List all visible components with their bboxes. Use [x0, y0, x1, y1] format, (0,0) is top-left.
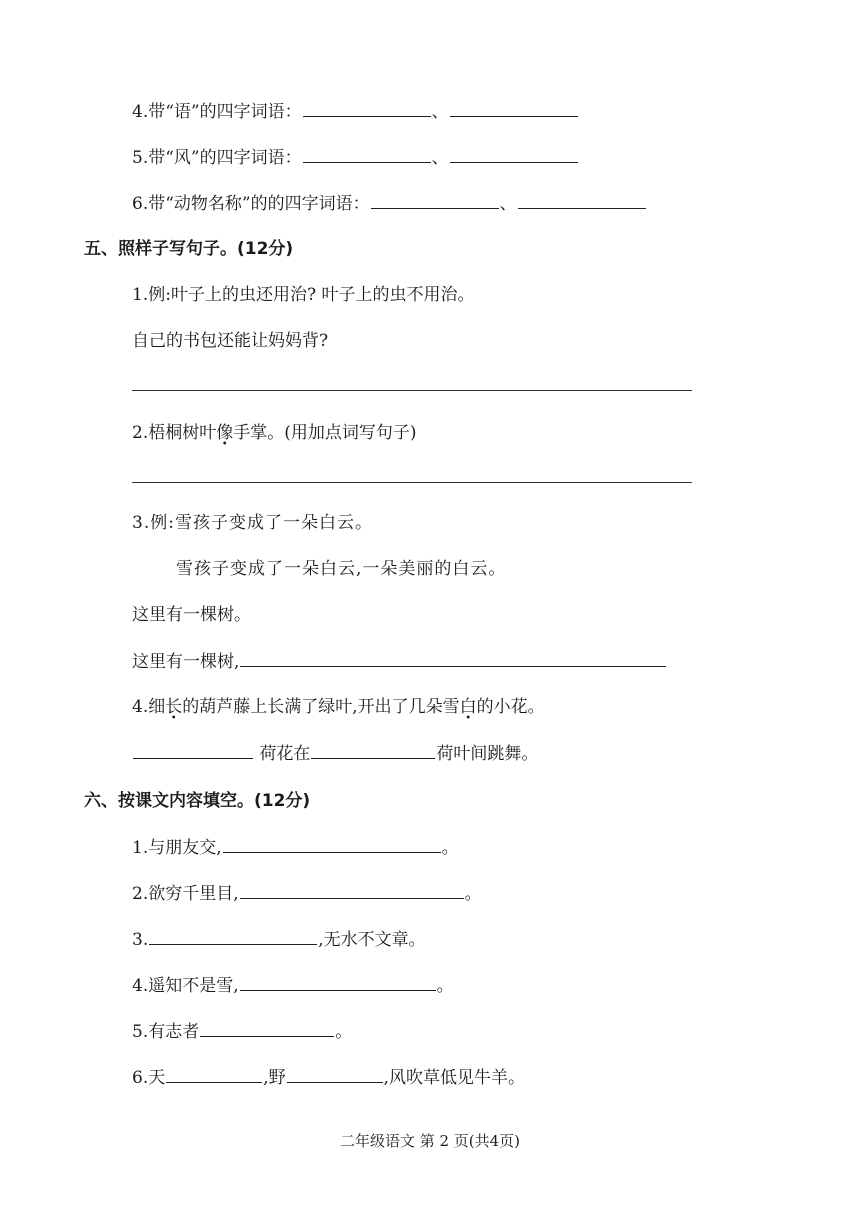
dotted-word: 雪白的 [442, 697, 494, 717]
item-text-a: 6.天 [132, 1068, 166, 1088]
s6-item-2 [132, 882, 482, 905]
answer-blank[interactable] [518, 192, 646, 209]
answer-blank[interactable] [303, 100, 431, 117]
answer-blank[interactable] [166, 1066, 262, 1083]
q4-item-6 [132, 192, 647, 215]
item-text-pre: 5.有志者 [132, 1022, 200, 1042]
item-text-c: ,风吹草低见牛羊。 [383, 1068, 526, 1088]
dotted-word: 像 [216, 423, 234, 443]
s5-q2-answer-line[interactable] [132, 482, 692, 483]
answer-blank[interactable] [371, 192, 499, 209]
q4-item-4 [132, 100, 579, 123]
q2-text-post: 手掌。(用加点词写句子) [233, 423, 417, 443]
item-text-post: 。 [436, 976, 454, 996]
separator: 、 [431, 102, 449, 122]
item-number: 4. [132, 102, 149, 122]
answer-blank[interactable] [287, 1066, 383, 1083]
item-text-post: 。 [464, 884, 482, 904]
s5-q1-answer-line[interactable] [132, 390, 692, 391]
item-text-post: ,无水不文章。 [318, 930, 426, 950]
answer-blank[interactable] [200, 1020, 334, 1037]
s5-q1-prompt: 自己的书包还能让妈妈背? [132, 331, 329, 351]
item-text: 带“风”的四字词语： [148, 148, 302, 168]
item-text-post: 。 [335, 1022, 353, 1042]
q4-text-post: 小花。 [493, 697, 545, 717]
q4-fill-a: 荷花在 [259, 744, 311, 764]
s5-q4-answer [132, 742, 538, 765]
s6-item-5 [132, 1020, 352, 1043]
answer-blank[interactable] [133, 742, 253, 759]
answer-blank[interactable] [240, 974, 436, 991]
answer-blank[interactable] [311, 742, 435, 759]
item-text-pre: 1.与朋友交, [132, 838, 222, 858]
answer-blank[interactable] [223, 836, 441, 853]
s5-q3-example: 3.例:雪孩子变成了一朵白云。 [132, 513, 373, 533]
item-number: 6. [132, 194, 149, 214]
item-text: 带“动物名称”的的四字词语： [148, 194, 370, 214]
s5-q2 [132, 422, 417, 444]
answer-blank[interactable] [240, 650, 666, 667]
q4-text-mid: 葫芦藤上长满了绿叶,开出了几朵 [199, 697, 443, 717]
item-text-pre: 3. [132, 930, 149, 950]
s5-q1-example: 1.例:叶子上的虫还用治? 叶子上的虫不用治。 [132, 285, 475, 305]
item-text-pre: 2.欲穷千里目, [132, 884, 239, 904]
q4-item-5 [132, 146, 579, 169]
s5-q3-answer [132, 650, 667, 673]
answer-blank[interactable] [240, 882, 464, 899]
answer-blank[interactable] [450, 100, 578, 117]
s5-q3-example-2: 雪孩子变成了一朵白云,一朵美丽的白云。 [176, 559, 507, 579]
s6-item-3 [132, 928, 426, 951]
separator: 、 [499, 194, 517, 214]
q2-text-pre: 2.梧桐树叶 [132, 423, 217, 443]
page-footer: 二年级语文 第 2 页(共4页) [339, 1132, 521, 1150]
s6-item-1 [132, 836, 459, 859]
s5-q4 [132, 696, 545, 718]
q3-answer-start: 这里有一棵树, [132, 652, 240, 672]
answer-blank[interactable] [303, 146, 431, 163]
q4-number: 4. [132, 697, 149, 717]
item-text-pre: 4.遥知不是雪, [132, 976, 239, 996]
dotted-word: 细长的 [148, 697, 200, 717]
section-6-title: 六、按课文内容填空。(12分) [84, 791, 311, 811]
separator: 、 [431, 148, 449, 168]
s6-item-4 [132, 974, 454, 997]
item-text-post: 。 [441, 838, 459, 858]
section-5-title: 五、照样子写句子。(12分) [84, 239, 294, 259]
answer-blank[interactable] [149, 928, 317, 945]
item-text-b: ,野 [263, 1068, 286, 1088]
item-number: 5. [132, 148, 149, 168]
q4-fill-b: 荷叶间跳舞。 [436, 744, 539, 764]
s6-item-6 [132, 1066, 525, 1089]
answer-blank[interactable] [450, 146, 578, 163]
item-text: 带“语”的四字词语： [148, 102, 302, 122]
s5-q3-prompt: 这里有一棵树。 [132, 605, 251, 625]
